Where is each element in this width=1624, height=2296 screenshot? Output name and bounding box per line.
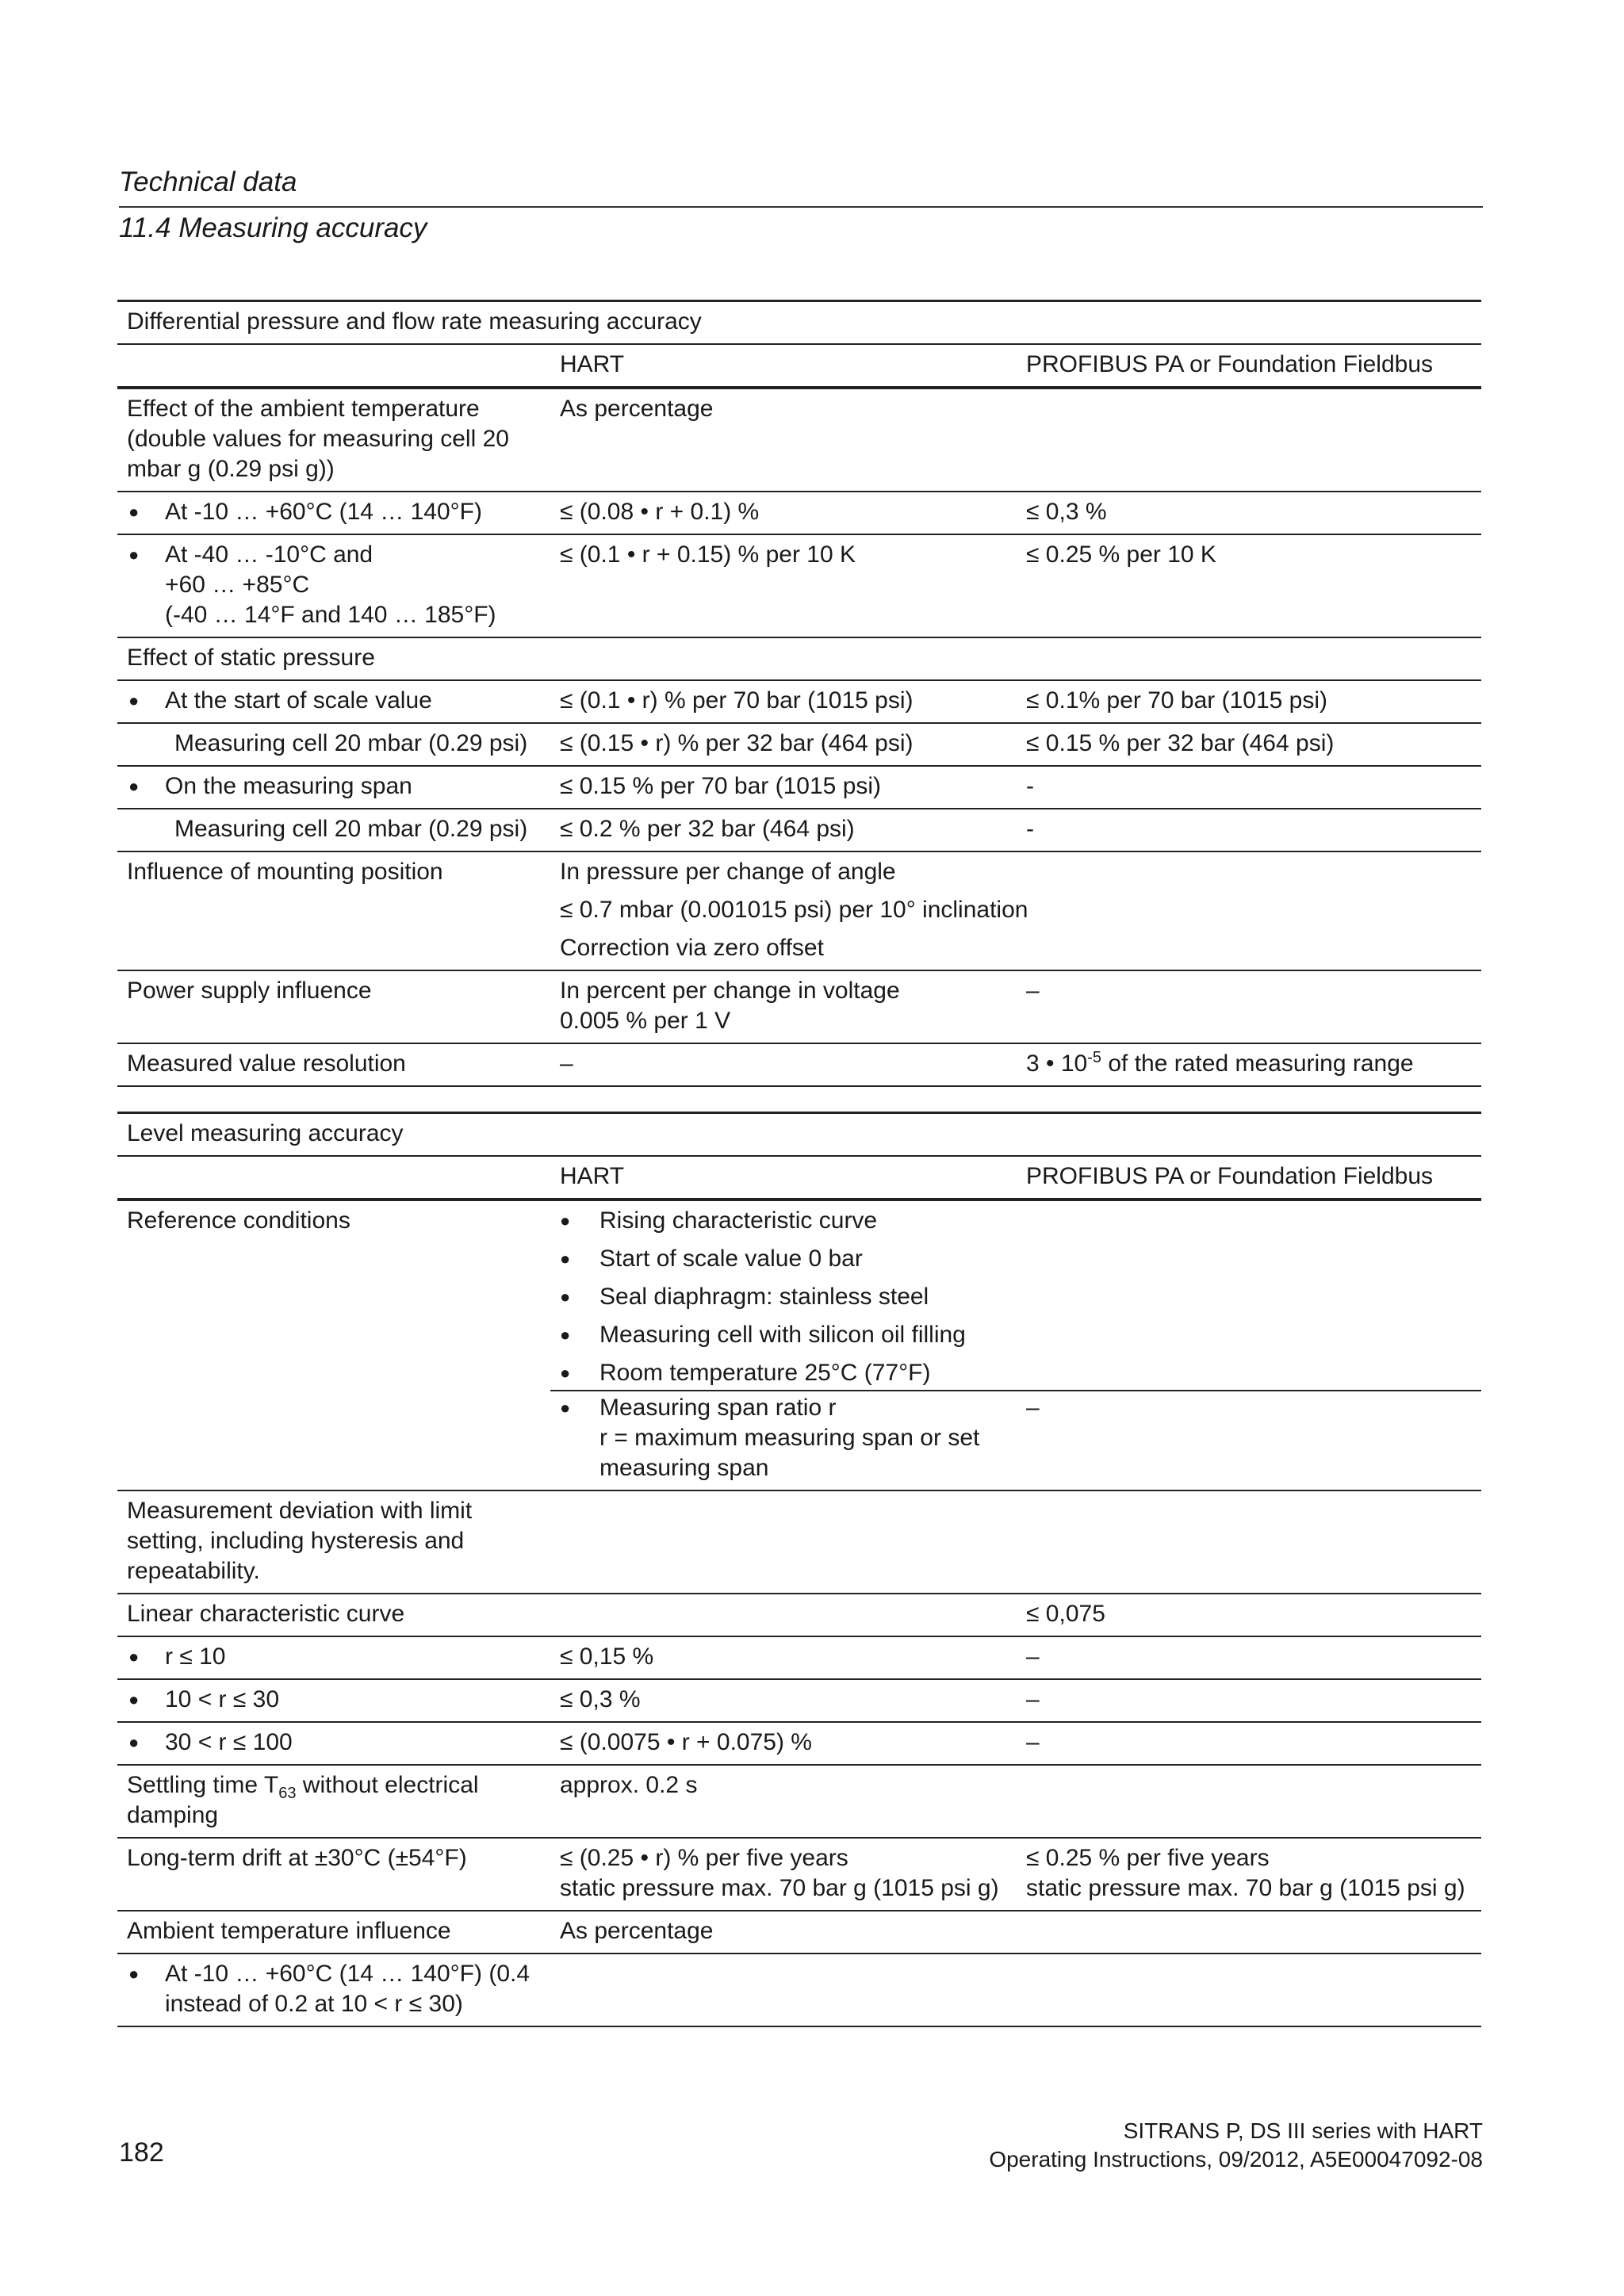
- value-text: 3 • 10: [1026, 1050, 1088, 1077]
- hart-value: ≤ (0.15 • r) % per 32 bar (464 psi): [550, 723, 1017, 766]
- bullet-item: ● Rising characteristic curve: [550, 1206, 1473, 1236]
- profibus-value: –: [1017, 1722, 1481, 1765]
- table-row: [117, 1679, 1481, 1722]
- reference-list: [550, 1200, 1481, 1391]
- row-label: [117, 1954, 550, 2026]
- column-header-hart: HART: [550, 1156, 1017, 1200]
- table-row: [117, 1765, 1481, 1838]
- label-line: +60 … +85°C: [165, 572, 310, 598]
- value-line: r = maximum measuring span or set measuring span: [599, 1425, 980, 1481]
- value-line: Correction via zero offset: [560, 935, 824, 961]
- bullet-item: [127, 540, 542, 630]
- footer-product: SITRANS P, DS III series with HART: [1123, 2118, 1483, 2143]
- row-label: Long-term drift at ±30°C (±54°F): [117, 1838, 550, 1911]
- table-row: [117, 970, 1481, 1043]
- table-row: [117, 534, 1481, 637]
- hart-value: ≤ 0,3 %: [550, 1679, 1017, 1722]
- hart-value: As percentage: [550, 388, 1017, 492]
- profibus-value: [1017, 1043, 1481, 1086]
- profibus-value: [1017, 1490, 1481, 1594]
- profibus-value: –: [1017, 1636, 1481, 1679]
- column-header-empty: [117, 1156, 550, 1200]
- row-label: Power supply influence: [117, 970, 550, 1043]
- row-label: [117, 766, 550, 809]
- value-line: 0.005 % per 1 V: [560, 1008, 731, 1034]
- row-label: [117, 723, 550, 766]
- table-row: [117, 1722, 1481, 1765]
- column-header-row: [117, 344, 1481, 388]
- profibus-value: –: [1017, 970, 1481, 1043]
- section-title: Technical data: [119, 166, 297, 197]
- bullet-item: ● Seal diaphragm: stainless steel: [550, 1282, 1473, 1312]
- bullet-item: ● 10 < r ≤ 30: [127, 1685, 542, 1715]
- row-label: [117, 1679, 550, 1722]
- subscript: 63: [278, 1785, 297, 1802]
- table-row: [117, 723, 1481, 766]
- page-number: 182: [119, 2137, 164, 2168]
- table-row: [117, 766, 1481, 809]
- hart-value: ≤ (0.08 • r + 0.1) %: [550, 492, 1017, 534]
- profibus-value: –: [1017, 1391, 1481, 1490]
- row-label: [117, 1636, 550, 1679]
- hart-value: [550, 1391, 1017, 1490]
- subsection-title: 11.4 Measuring accuracy: [119, 212, 427, 243]
- bullet-item: ● Start of scale value 0 bar: [550, 1244, 1473, 1274]
- table-title: Differential pressure and flow rate measuring accuracy: [117, 301, 1481, 345]
- hart-value: ≤ 0.2 % per 32 bar (464 psi): [550, 809, 1017, 851]
- sub-item: Measuring cell 20 mbar (0.29 psi): [174, 816, 528, 842]
- column-header-row: [117, 1156, 1481, 1200]
- table-row: [117, 1838, 1481, 1911]
- bullet-item: ● Room temperature 25°C (77°F): [550, 1358, 1473, 1388]
- table-row: [117, 1490, 1481, 1594]
- bullet-item: ● Measuring cell with silicon oil filling: [550, 1320, 1473, 1350]
- value-line: ≤ 0.7 mbar (0.001015 psi) per 10° inclination: [560, 897, 1028, 923]
- profibus-value: [1017, 1954, 1481, 2026]
- label-line: (-40 … 14°F and 140 … 185°F): [165, 602, 496, 628]
- table-row: [117, 388, 1481, 492]
- profibus-value: [1017, 1838, 1481, 1911]
- bullet-item: ● At -10 … +60°C (14 … 140°F) (0.4 instead of 0.2 at 10 < r ≤ 30): [127, 1959, 542, 2019]
- table-title: Level measuring accuracy: [117, 1113, 1481, 1157]
- hart-value: [550, 1490, 1017, 1594]
- hart-value: ≤ 0.15 % per 70 bar (1015 psi): [550, 766, 1017, 809]
- bullet-item: [550, 1393, 1009, 1483]
- profibus-value: ≤ 0.1% per 70 bar (1015 psi): [1017, 680, 1481, 723]
- bullet-item: ● At -10 … +60°C (14 … 140°F): [127, 497, 542, 527]
- hart-value: ≤ (0.1 • r) % per 70 bar (1015 psi): [550, 680, 1017, 723]
- table-row: [117, 809, 1481, 851]
- header-divider: [119, 206, 1483, 208]
- column-header-profibus: PROFIBUS PA or Foundation Fieldbus: [1017, 1156, 1481, 1200]
- table-row: [117, 680, 1481, 723]
- table-row: [117, 492, 1481, 534]
- table-row: [117, 1636, 1481, 1679]
- hart-value: [550, 1594, 1017, 1636]
- table-row: [117, 637, 1481, 680]
- row-label: [117, 534, 550, 637]
- table-row: [117, 1954, 1481, 2026]
- value-line: In pressure per change of angle: [560, 859, 896, 885]
- label-text: Settling time T: [127, 1772, 279, 1798]
- table-row: [117, 1594, 1481, 1636]
- value-line: ≤ (0.25 • r) % per five years: [560, 1845, 848, 1871]
- value-line: ● Measuring span ratio r: [599, 1395, 837, 1421]
- table-row: [117, 851, 1481, 970]
- profibus-value: -: [1017, 766, 1481, 809]
- bullet-item: ● 30 < r ≤ 100: [127, 1728, 542, 1758]
- table-row: [117, 1043, 1481, 1086]
- profibus-value: ≤ 0,075: [1017, 1594, 1481, 1636]
- row-label: Measured value resolution: [117, 1043, 550, 1086]
- row-label: Effect of static pressure: [117, 637, 1481, 680]
- hart-value: –: [550, 1043, 1017, 1086]
- value-line: static pressure max. 70 bar g (1015 psi g): [1026, 1875, 1465, 1901]
- value-line: In percent per change in voltage: [560, 978, 900, 1004]
- profibus-value: -: [1017, 809, 1481, 851]
- bullet-item: ● r ≤ 10: [127, 1642, 542, 1672]
- row-label: Linear characteristic curve: [117, 1594, 550, 1636]
- hart-value: [550, 1838, 1017, 1911]
- row-label: Reference conditions: [117, 1200, 550, 1490]
- profibus-value: –: [1017, 1679, 1481, 1722]
- hart-value: approx. 0.2 s: [550, 1765, 1017, 1838]
- hart-value: As percentage: [550, 1911, 1017, 1954]
- level-accuracy-table: [117, 1112, 1481, 2027]
- row-label: [117, 1765, 550, 1838]
- profibus-value: [1017, 388, 1481, 492]
- row-label: [117, 1722, 550, 1765]
- row-label: Influence of mounting position: [117, 851, 550, 970]
- label-line: ● At -40 … -10°C and: [165, 541, 373, 568]
- table-row: [117, 1200, 1481, 1391]
- row-label: Ambient temperature influence: [117, 1911, 550, 1954]
- hart-value: [550, 1954, 1017, 2026]
- hart-value: ≤ (0.0075 • r + 0.075) %: [550, 1722, 1017, 1765]
- column-header-profibus: PROFIBUS PA or Foundation Fieldbus: [1017, 344, 1481, 388]
- hart-value: [550, 851, 1481, 970]
- row-label: [117, 680, 550, 723]
- table-title-row: [117, 1113, 1481, 1157]
- hart-value: ≤ 0,15 %: [550, 1636, 1017, 1679]
- column-header-hart: HART: [550, 344, 1017, 388]
- profibus-value: ≤ 0.25 % per 10 K: [1017, 534, 1481, 637]
- profibus-value: ≤ 0,3 %: [1017, 492, 1481, 534]
- row-label: Effect of the ambient temperature (double values for measuring cell 20 mbar g (0.29 psi g)): [117, 388, 550, 492]
- row-label: Measurement deviation with limit setting, including hysteresis and repeatability.: [117, 1490, 550, 1594]
- profibus-value: [1017, 1765, 1481, 1838]
- bullet-item: ● On the measuring span: [127, 771, 542, 802]
- sub-item: Measuring cell 20 mbar (0.29 psi): [174, 730, 528, 756]
- profibus-value: ≤ 0.15 % per 32 bar (464 psi): [1017, 723, 1481, 766]
- footer-doc-info: Operating Instructions, 09/2012, A5E00047092-08: [989, 2147, 1483, 2172]
- hart-value: [550, 970, 1017, 1043]
- exponent: -5: [1087, 1049, 1102, 1066]
- bullet-item: ● At the start of scale value: [127, 686, 542, 716]
- column-header-empty: [117, 344, 550, 388]
- profibus-value: [1017, 1911, 1481, 1954]
- row-label: [117, 809, 550, 851]
- row-label: [117, 492, 550, 534]
- value-line: static pressure max. 70 bar g (1015 psi g): [560, 1875, 999, 1901]
- value-line: ≤ 0.25 % per five years: [1026, 1845, 1270, 1871]
- value-text: of the rated measuring range: [1101, 1050, 1414, 1077]
- table-title-row: [117, 301, 1481, 345]
- differential-pressure-accuracy-table: [117, 300, 1481, 1087]
- hart-value: ≤ (0.1 • r + 0.15) % per 10 K: [550, 534, 1017, 637]
- label-text: without electrical damping: [127, 1772, 479, 1828]
- table-row: [117, 1911, 1481, 1954]
